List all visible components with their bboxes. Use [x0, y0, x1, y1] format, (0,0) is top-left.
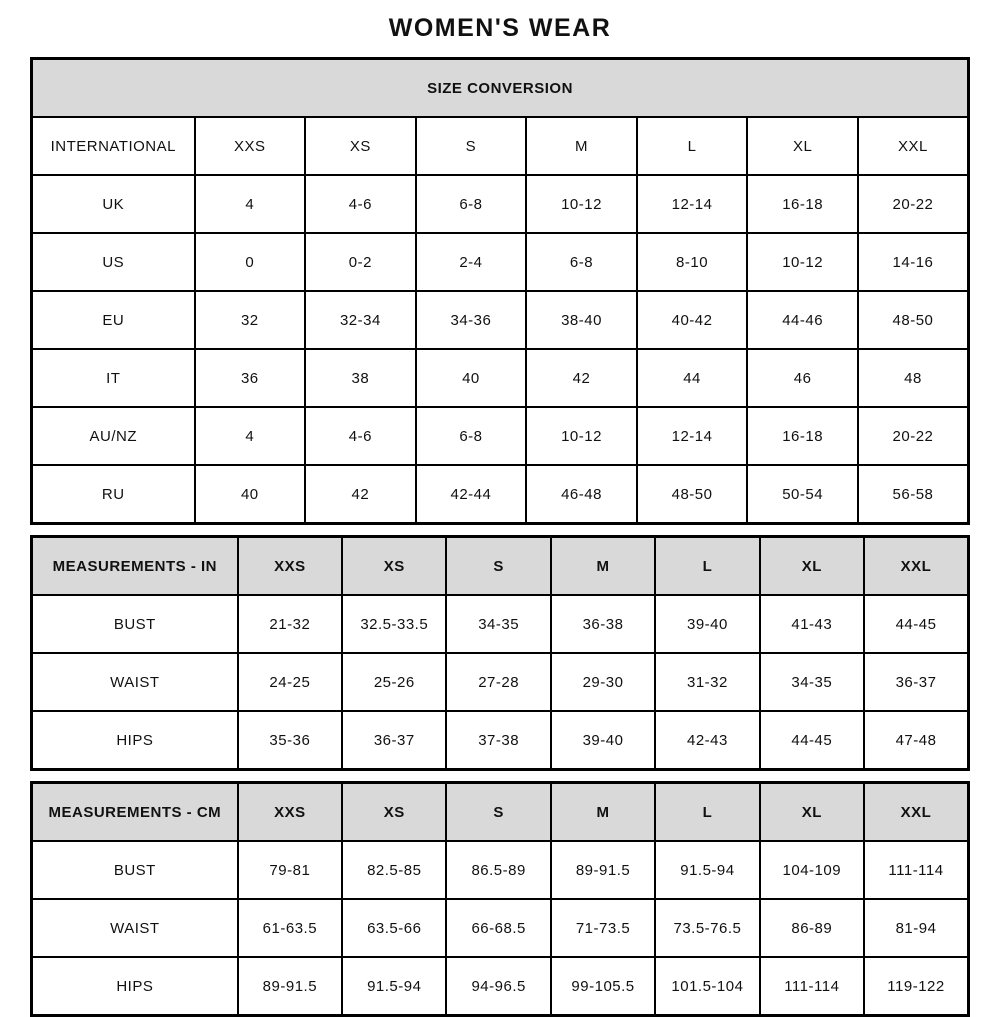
size-header-cell: XXL [864, 537, 968, 596]
measurement-value-cell: 94-96.5 [446, 957, 550, 1016]
size-header-cell: XL [760, 783, 864, 842]
size-value-cell: 48-50 [637, 465, 748, 524]
size-header-cell: L [637, 117, 748, 175]
size-value-cell: 56-58 [858, 465, 969, 524]
size-value-cell: 10-12 [526, 175, 637, 233]
size-header-cell: XS [342, 537, 446, 596]
measurement-value-cell: 44-45 [760, 711, 864, 770]
row-label: US [32, 233, 195, 291]
measurement-value-cell: 36-37 [342, 711, 446, 770]
size-value-cell: 34-36 [416, 291, 527, 349]
size-value-cell: 10-12 [747, 233, 858, 291]
size-value-cell: 32 [195, 291, 306, 349]
measurement-value-cell: 81-94 [864, 899, 968, 957]
measurement-value-cell: 71-73.5 [551, 899, 655, 957]
size-conversion-table [30, 57, 970, 525]
size-value-cell: 42 [526, 349, 637, 407]
size-header-cell: XL [760, 537, 864, 596]
size-value-cell: 20-22 [858, 407, 969, 465]
measurement-value-cell: 37-38 [446, 711, 550, 770]
size-header-cell: XS [305, 117, 416, 175]
table-row [32, 349, 969, 407]
size-header-cell: XXS [195, 117, 306, 175]
size-value-cell: 2-4 [416, 233, 527, 291]
table-row [32, 841, 969, 899]
size-value-cell: 40 [195, 465, 306, 524]
size-value-cell: 14-16 [858, 233, 969, 291]
table-row [32, 899, 969, 957]
size-value-cell: 4-6 [305, 407, 416, 465]
size-header-cell: M [551, 783, 655, 842]
size-header-cell: S [446, 783, 550, 842]
measurement-value-cell: 99-105.5 [551, 957, 655, 1016]
size-header-cell: XXS [238, 783, 342, 842]
row-label: RU [32, 465, 195, 524]
measurement-value-cell: 31-32 [655, 653, 759, 711]
table-row [32, 653, 969, 711]
size-value-cell: 42 [305, 465, 416, 524]
measurements-cm-title: MEASUREMENTS - CM [32, 783, 238, 842]
size-value-cell: 40 [416, 349, 527, 407]
size-value-cell: 48 [858, 349, 969, 407]
size-value-cell: 6-8 [416, 407, 527, 465]
header-row [32, 117, 969, 175]
size-header-cell: XL [747, 117, 858, 175]
row-label: WAIST [32, 899, 238, 957]
size-header-cell: M [551, 537, 655, 596]
table-row [32, 233, 969, 291]
measurement-value-cell: 79-81 [238, 841, 342, 899]
measurement-value-cell: 39-40 [551, 711, 655, 770]
size-value-cell: 8-10 [637, 233, 748, 291]
size-header-cell: XXS [238, 537, 342, 596]
measurement-value-cell: 32.5-33.5 [342, 595, 446, 653]
measurement-value-cell: 91.5-94 [655, 841, 759, 899]
measurement-value-cell: 86-89 [760, 899, 864, 957]
size-value-cell: 32-34 [305, 291, 416, 349]
size-value-cell: 36 [195, 349, 306, 407]
measurement-value-cell: 36-37 [864, 653, 968, 711]
size-value-cell: 4 [195, 407, 306, 465]
table-row [32, 711, 969, 770]
measurement-value-cell: 89-91.5 [238, 957, 342, 1016]
size-value-cell: 0 [195, 233, 306, 291]
measurement-value-cell: 39-40 [655, 595, 759, 653]
size-value-cell: 46-48 [526, 465, 637, 524]
size-value-cell: 4-6 [305, 175, 416, 233]
measurement-value-cell: 27-28 [446, 653, 550, 711]
size-header-cell: S [446, 537, 550, 596]
table-title-row [32, 59, 969, 118]
size-value-cell: 40-42 [637, 291, 748, 349]
size-value-cell: 6-8 [526, 233, 637, 291]
size-value-cell: 44-46 [747, 291, 858, 349]
row-label: BUST [32, 595, 238, 653]
row-label: UK [32, 175, 195, 233]
row-label: INTERNATIONAL [32, 117, 195, 175]
measurement-value-cell: 34-35 [760, 653, 864, 711]
measurement-value-cell: 47-48 [864, 711, 968, 770]
measurement-value-cell: 101.5-104 [655, 957, 759, 1016]
measurements-in-table [30, 535, 970, 771]
measurement-value-cell: 34-35 [446, 595, 550, 653]
size-value-cell: 4 [195, 175, 306, 233]
measurement-value-cell: 104-109 [760, 841, 864, 899]
header-row [32, 783, 969, 842]
measurement-value-cell: 91.5-94 [342, 957, 446, 1016]
measurement-value-cell: 63.5-66 [342, 899, 446, 957]
row-label: EU [32, 291, 195, 349]
measurement-value-cell: 119-122 [864, 957, 968, 1016]
measurement-value-cell: 44-45 [864, 595, 968, 653]
size-header-cell: XS [342, 783, 446, 842]
measurement-value-cell: 36-38 [551, 595, 655, 653]
measurement-value-cell: 66-68.5 [446, 899, 550, 957]
measurement-value-cell: 24-25 [238, 653, 342, 711]
size-value-cell: 16-18 [747, 175, 858, 233]
size-value-cell: 20-22 [858, 175, 969, 233]
table-row [32, 291, 969, 349]
measurement-value-cell: 21-32 [238, 595, 342, 653]
size-value-cell: 0-2 [305, 233, 416, 291]
size-value-cell: 46 [747, 349, 858, 407]
row-label: AU/NZ [32, 407, 195, 465]
size-value-cell: 12-14 [637, 175, 748, 233]
size-value-cell: 44 [637, 349, 748, 407]
row-label: WAIST [32, 653, 238, 711]
measurement-value-cell: 89-91.5 [551, 841, 655, 899]
row-label: IT [32, 349, 195, 407]
table-row [32, 407, 969, 465]
measurement-value-cell: 111-114 [760, 957, 864, 1016]
size-value-cell: 6-8 [416, 175, 527, 233]
row-label: BUST [32, 841, 238, 899]
measurement-value-cell: 86.5-89 [446, 841, 550, 899]
page-title: WOMEN'S WEAR [388, 14, 612, 42]
table-row [32, 595, 969, 653]
measurement-value-cell: 25-26 [342, 653, 446, 711]
measurement-value-cell: 61-63.5 [238, 899, 342, 957]
table-row [32, 957, 969, 1016]
table-row [32, 465, 969, 524]
size-value-cell: 48-50 [858, 291, 969, 349]
size-value-cell: 12-14 [637, 407, 748, 465]
size-value-cell: 38 [305, 349, 416, 407]
size-header-cell: XXL [858, 117, 969, 175]
size-value-cell: 10-12 [526, 407, 637, 465]
size-value-cell: 42-44 [416, 465, 527, 524]
header-row [32, 537, 969, 596]
size-conversion-title: SIZE CONVERSION [32, 59, 969, 118]
size-value-cell: 50-54 [747, 465, 858, 524]
size-header-cell: XXL [864, 783, 968, 842]
measurement-value-cell: 111-114 [864, 841, 968, 899]
row-label: HIPS [32, 711, 238, 770]
row-label: HIPS [32, 957, 238, 1016]
size-chart-page [30, 0, 970, 1017]
measurements-cm-table [30, 781, 970, 1017]
measurement-value-cell: 29-30 [551, 653, 655, 711]
measurement-value-cell: 73.5-76.5 [655, 899, 759, 957]
measurement-value-cell: 82.5-85 [342, 841, 446, 899]
size-value-cell: 16-18 [747, 407, 858, 465]
size-header-cell: L [655, 537, 759, 596]
size-value-cell: 38-40 [526, 291, 637, 349]
table-row [32, 175, 969, 233]
measurement-value-cell: 35-36 [238, 711, 342, 770]
size-header-cell: M [526, 117, 637, 175]
size-header-cell: S [416, 117, 527, 175]
measurement-value-cell: 42-43 [655, 711, 759, 770]
measurement-value-cell: 41-43 [760, 595, 864, 653]
size-header-cell: L [655, 783, 759, 842]
measurements-in-title: MEASUREMENTS - IN [32, 537, 238, 596]
